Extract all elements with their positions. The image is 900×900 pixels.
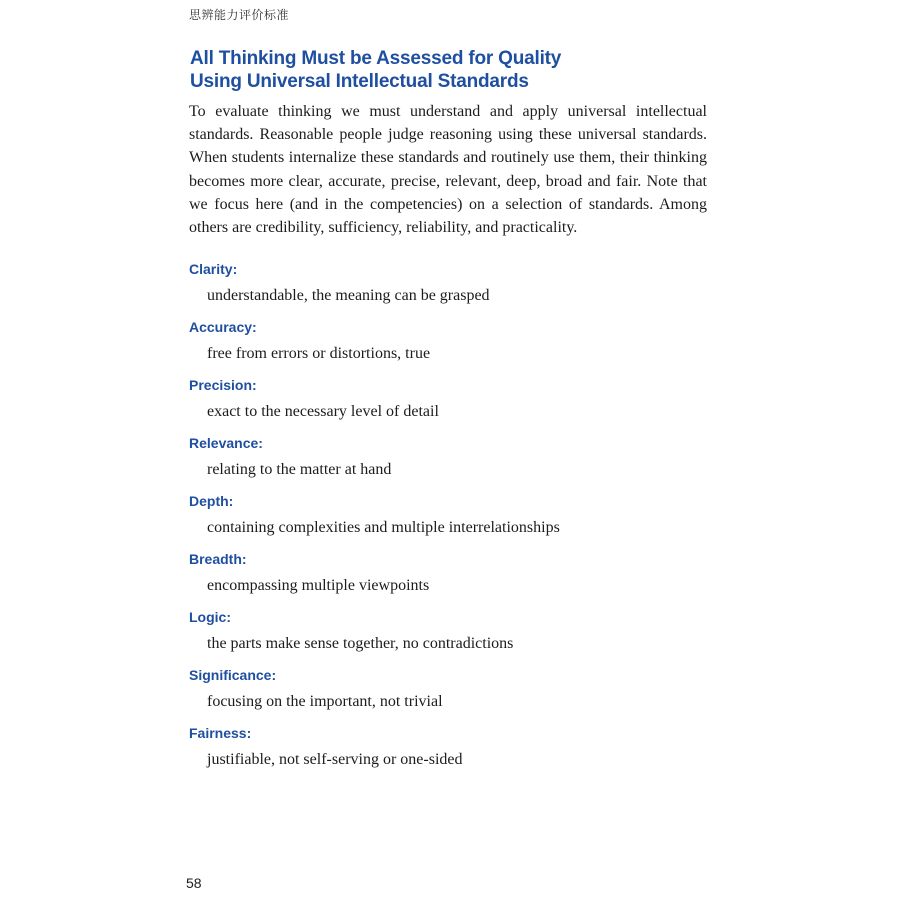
standard-definition: the parts make sense together, no contradictions — [207, 635, 514, 652]
standard-definition: understandable, the meaning can be grasped — [207, 287, 490, 304]
standard-term: Relevance: — [189, 435, 263, 451]
standard-item-accuracy — [189, 317, 709, 375]
standard-definition: encompassing multiple viewpoints — [207, 577, 430, 594]
standard-term: Precision: — [189, 377, 257, 393]
page-number: 58 — [186, 875, 202, 891]
standard-item-relevance — [189, 433, 709, 491]
standard-term: Significance: — [189, 667, 277, 683]
standard-definition: free from errors or distortions, true — [207, 345, 431, 362]
standard-term: Breadth: — [189, 551, 247, 567]
standard-item-logic — [189, 607, 709, 665]
standard-item-breadth — [189, 549, 709, 607]
page-title — [190, 47, 561, 93]
standard-item-precision — [189, 375, 709, 433]
standard-term: Accuracy: — [189, 319, 257, 335]
title-line-2: Using Universal Intellectual Standards — [190, 71, 529, 92]
intro-paragraph: To evaluate thinking we must understand and apply universal intellectual standards. Reasonable people judge reasoning using these universal standards. When students internalize these standards and routinely use them, their thinking becomes more clear, accurate, precise, relevant, deep, broad and fair. Note that we focus here (and in the competencies) on a selection of standards. Among others are credibility, sufficiency, reliability, and practicality. — [189, 103, 707, 237]
title-line-1: All Thinking Must be Assessed for Quality — [190, 48, 562, 69]
standards-list — [189, 259, 709, 781]
standard-definition: relating to the matter at hand — [207, 461, 392, 478]
standard-definition: focusing on the important, not trivial — [207, 693, 443, 710]
standard-term: Fairness: — [189, 725, 252, 741]
standard-item-clarity — [189, 259, 709, 317]
standard-item-depth — [189, 491, 709, 549]
standard-definition: justifiable, not self-serving or one-sided — [207, 751, 463, 768]
standard-definition: containing complexities and multiple interrelationships — [207, 519, 560, 536]
standard-term: Clarity: — [189, 261, 238, 277]
standard-item-fairness — [189, 723, 709, 781]
standard-term: Logic: — [189, 609, 231, 625]
standard-term: Depth: — [189, 493, 234, 509]
standard-item-significance — [189, 665, 709, 723]
running-header: 思辨能力评价标准 — [189, 8, 290, 22]
standard-definition: exact to the necessary level of detail — [207, 403, 439, 420]
